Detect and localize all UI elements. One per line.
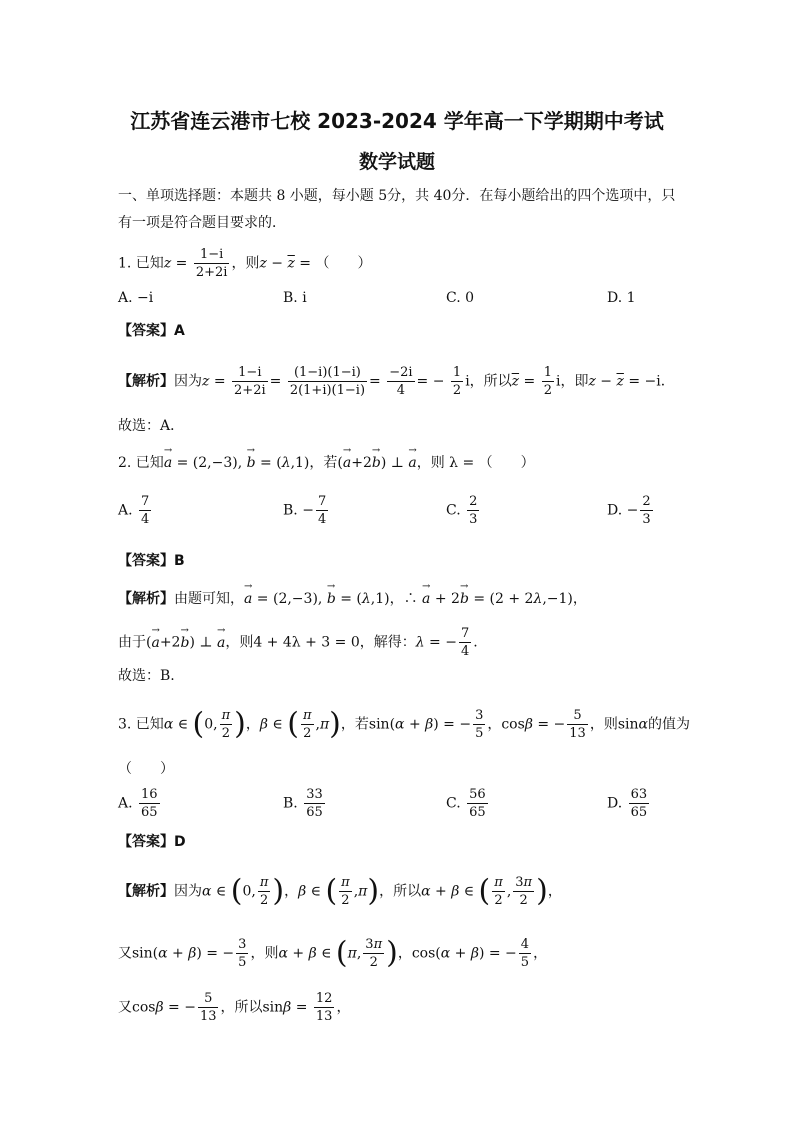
q2-analysis-1: 【解析】由题可知，→ a = (2,−3), → b = (λ,1)，∴ → a + 2→ b = (2 + 2λ,−1)，: [118, 588, 587, 610]
q1-frac-num: 1−i: [194, 246, 230, 264]
q1-option-b: B. i: [283, 290, 307, 306]
q2-option-d: D. − $\frac{2}{3}$: [607, 494, 651, 527]
q1-stem: 1. 已知z = $\frac{1-i}{2+2i}$ ，则$z - \overline{z}$ = （ ）: [118, 247, 372, 280]
q1-option-a: A. −i: [118, 290, 154, 306]
q2-stem-prefix: 2. 已知: [118, 455, 164, 471]
q1-analysis-label: 【解析】: [118, 373, 174, 390]
q1-option-d: D. 1: [607, 290, 636, 306]
q3-paren: （ ）: [118, 761, 174, 777]
q1-frac-den: 2+2i: [195, 265, 228, 280]
q3-option-a: A. $\frac{16}{65}$: [118, 787, 158, 820]
q3-option-c: C. $\frac{56}{65}$: [446, 787, 486, 820]
q1-analysis-text1: 因为: [174, 373, 202, 390]
q1-analysis: 【解析】因为z = $\frac{1-i}{2+2i}$ = $\frac{(1-i)(1-i)}{2(1+i)(1-i)}$ = $\frac{-2i}{4}$ = − $\frac{1}{2}$ i，所以$\overline{z}$ = $\frac{1}{2}$ i，即$z - \overline{z} = -i$．: [118, 365, 675, 398]
q1-stem-prefix: 1. 已知: [118, 255, 164, 272]
q2-option-a: A. $\frac{7}{4}$: [118, 494, 150, 527]
page-title: 江苏省连云港市七校 2023-2024 学年高一下学期期中考试: [130, 109, 664, 133]
q1-stem-mid: ，则: [231, 255, 260, 272]
section-intro-2: 有一项是符合题目要求的．: [118, 215, 286, 231]
q1-analysis-text3: ，即: [560, 373, 589, 390]
q1-fraction: [194, 246, 230, 281]
q2-option-c: C. $\frac{2}{3}$: [446, 494, 478, 527]
q3-answer: 【答案】D: [118, 834, 186, 850]
q3-option-b: B. $\frac{33}{65}$: [283, 787, 323, 820]
q2-stem: 2. 已知→ a = (2,−3), → b = (λ,1)，若(→ a+2→ b) ⊥ → a，则 λ = （ ）: [118, 452, 535, 474]
q3-analysis-3: 又cosβ = − $\frac{5}{13}$ ，所以sinβ = $\frac{12}{13}$ ，: [118, 991, 351, 1024]
q2-stem-mid: ，若: [309, 455, 338, 471]
q2-option-b: B. − $\frac{7}{4}$: [283, 494, 327, 527]
q1-conclusion: 故选：A．: [118, 418, 185, 434]
q3-option-d: D. $\frac{63}{65}$: [607, 787, 648, 820]
q1-option-c: C. 0: [446, 290, 475, 306]
q1-answer: 【答案】A: [118, 323, 185, 339]
q3-analysis-2: 又sin(α + β) = − $\frac{3}{5}$ ，则α + β ∈ (π, $\frac{3\pi}{2}$ )，cos(α + β) = − $\frac{4}{5}$ ，: [118, 935, 548, 971]
q3-analysis-1: 【解析】因为α ∈ (0, $\frac{\pi}{2}$ )，β ∈ ( $\frac{\pi}{2}$ ,π)，所以α + β ∈ ( $\frac{\pi}{2}$ , $\frac{3\pi}{2}$ )，: [118, 873, 562, 909]
q2-analysis-2: 由于(→ a+2→ b) ⊥ → a，则4 + 4λ + 3 = 0，解得：λ = − $\frac{7}{4}$ .: [118, 625, 478, 660]
q2-conclusion: 故选：B.: [118, 668, 175, 684]
q1-stem-suffix: （ ）: [315, 255, 372, 272]
q2-answer: 【答案】B: [118, 553, 185, 569]
q2-stem-suffix: ，则 λ = （ ）: [416, 455, 535, 471]
q3-stem: 3. 已知α ∈ (0, $\frac{\pi}{2}$ )，β ∈ ( $\frac{\pi}{2}$ ,π)，若sin(α + β) = − $\frac{3}{5}$ ，cosβ = − $\frac{5}{13}$ ，则sinα的值为: [118, 706, 690, 742]
q1-analysis-text2: ，所以: [469, 373, 512, 390]
page-subtitle: 数学试题: [358, 151, 435, 173]
section-intro-1: 一、单项选择题：本题共 8 小题，每小题 5分，共 40分．在每小题给出的四个选项中，只: [118, 188, 676, 204]
